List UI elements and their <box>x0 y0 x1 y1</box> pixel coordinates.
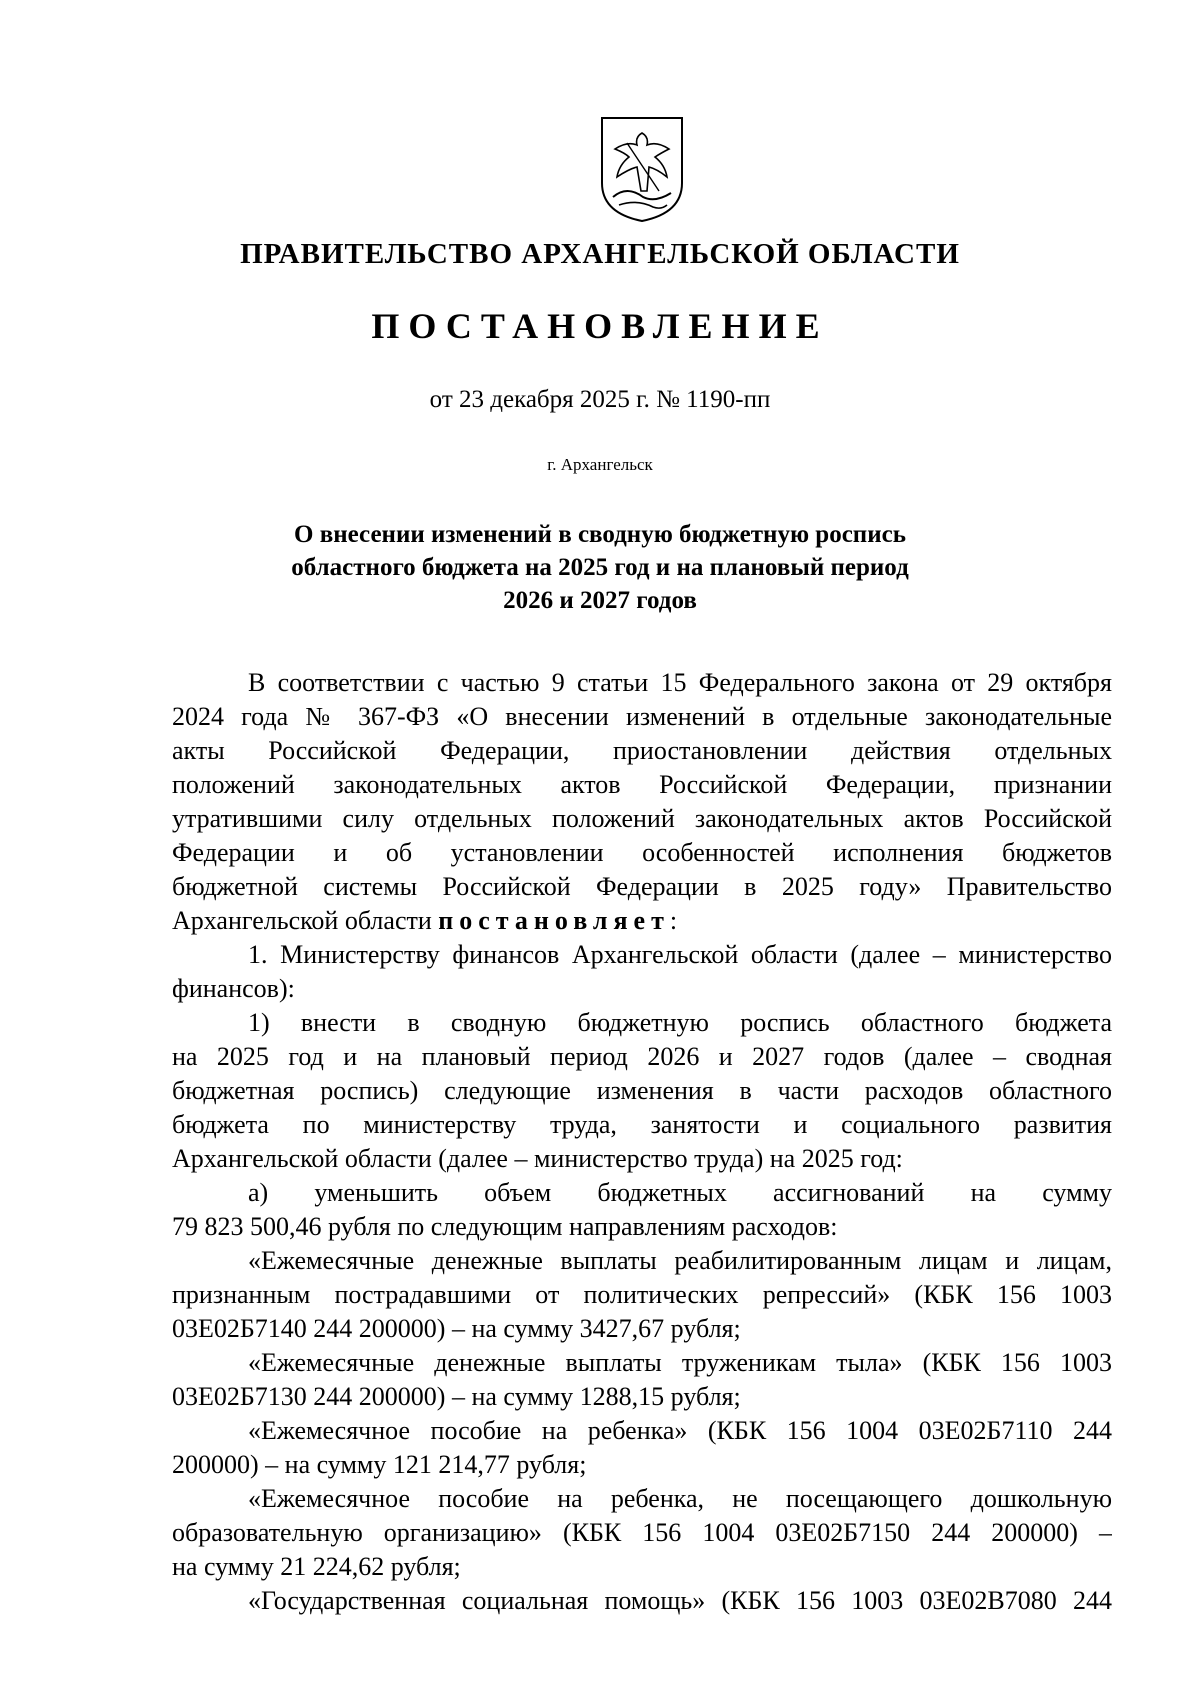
title-line: О внесении изменений в сводную бюджетную роспись <box>294 521 906 548</box>
body-line: бюджета по министерству труда, занятости и социального развития <box>172 1110 1112 1139</box>
body-line: на 2025 год и на плановый период 2026 и 2027 годов (далее – сводная <box>172 1042 1112 1071</box>
body-line: 79 823 500,46 рубля по следующим направлениям расходов: <box>172 1212 838 1241</box>
body-line: положений законодательных актов Российской Федерации, признании <box>172 770 1112 799</box>
document-title <box>0 518 1200 617</box>
body-line: «Государственная социальная помощь» (КБК 156 1003 03Е02В7080 244 <box>248 1586 1112 1615</box>
body-line: Архангельской области (далее – министерство труда) на 2025 год: <box>172 1144 903 1173</box>
body-line: на сумму 21 224,62 рубля; <box>172 1552 461 1581</box>
body-line: 1. Министерству финансов Архангельской области (далее – министерство <box>248 940 1112 969</box>
body-line-resolves <box>172 904 1112 938</box>
body-line: «Ежемесячное пособие на ребенка, не посещающего дошкольную <box>248 1484 1112 1513</box>
body-line: финансов): <box>172 974 295 1003</box>
body-line: бюджетной системы Российской Федерации в 2025 году» Правительство <box>172 872 1112 901</box>
body-line: а) уменьшить объем бюджетных ассигнований на сумму <box>248 1178 1112 1207</box>
document-body <box>172 666 1112 1618</box>
coat-of-arms-icon <box>597 113 687 223</box>
body-line: «Ежемесячные денежные выплаты реабилитированным лицам и лицам, <box>248 1246 1112 1275</box>
government-name: ПРАВИТЕЛЬСТВО АРХАНГЕЛЬСКОЙ ОБЛАСТИ <box>240 238 960 270</box>
body-line: 03Е02Б7130 244 200000) – на сумму 1288,15 рубля; <box>172 1382 741 1411</box>
title-line: областного бюджета на 2025 год и на плановый период <box>291 554 909 581</box>
title-line: 2026 и 2027 годов <box>503 587 697 614</box>
body-line: акты Российской Федерации, приостановлении действия отдельных <box>172 736 1112 765</box>
body-line: «Ежемесячное пособие на ребенка» (КБК 156 1004 03Е02Б7110 244 <box>248 1416 1112 1445</box>
city: г. Архангельск <box>547 455 653 474</box>
date-and-number: от 23 декабря 2025 г. № 1190-пп <box>429 386 771 413</box>
body-line: 03Е02Б7140 244 200000) – на сумму 3427,67 рубля; <box>172 1314 741 1343</box>
body-line: Федерации и об установлении особенностей исполнения бюджетов <box>172 838 1112 867</box>
body-line: В соответствии с частью 9 статьи 15 Федерального закона от 29 октября <box>248 668 1112 697</box>
body-line: 1) внести в сводную бюджетную роспись областного бюджета <box>248 1008 1112 1037</box>
body-line: утратившими силу отдельных положений законодательных актов Российской <box>172 804 1112 833</box>
body-line: 200000) – на сумму 121 214,77 рубля; <box>172 1450 587 1479</box>
body-line: Архангельской области <box>172 906 439 935</box>
body-line: «Ежемесячные денежные выплаты труженикам тыла» (КБК 156 1003 <box>248 1348 1112 1377</box>
body-line: бюджетная роспись) следующие изменения в части расходов областного <box>172 1076 1112 1105</box>
resolves-colon: : <box>669 906 678 935</box>
body-line: признанным пострадавшими от политических репрессий» (КБК 156 1003 <box>172 1280 1112 1309</box>
document-type: ПОСТАНОВЛЕНИЕ <box>371 306 829 346</box>
body-line: образовательную организацию» (КБК 156 1004 03Е02Б7150 244 200000) – <box>172 1518 1112 1547</box>
body-line: 2024 года № 367-ФЗ «О внесении изменений в отдельные законодательные <box>172 702 1112 731</box>
resolves-word: постановляет <box>438 906 670 935</box>
